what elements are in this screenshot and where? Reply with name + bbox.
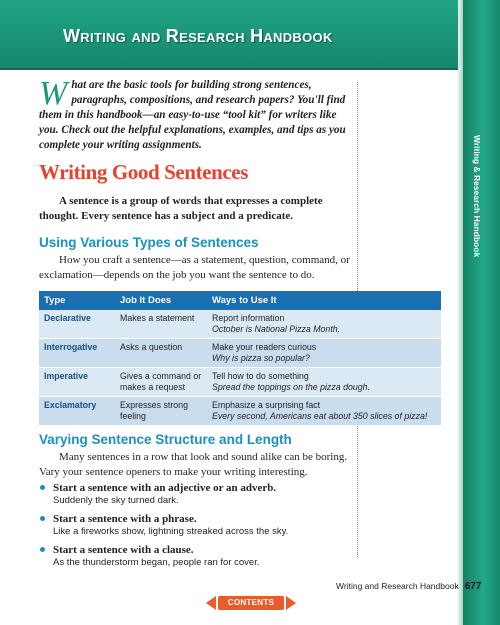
row-type: Declarative (39, 310, 115, 339)
tips-list (39, 481, 359, 574)
types-body: How you craft a sentence—as a statement, question, command, or exclamation—depends on the job you want the sentence to do. (39, 254, 350, 281)
arrow-right-icon[interactable] (286, 596, 296, 610)
use-text: Make your readers curious (212, 342, 317, 352)
section-title: Writing Good Sentences (39, 160, 248, 184)
intro-paragraph (39, 75, 349, 153)
example-text: October is National Pizza Month. (212, 324, 341, 334)
row-job: Gives a command or makes a request (115, 368, 207, 397)
use-text: Emphasize a surprising fact (212, 400, 321, 410)
definition-text: A sentence is a group of words that expresses a complete thought. Every sentence has a subject and a predicate. (39, 195, 323, 222)
tip-title: Start a sentence with a phrase. (53, 513, 197, 525)
header-rule (0, 68, 463, 70)
table-row (39, 397, 441, 426)
intro-text: hat are the basic tools for building strong sentences, paragraphs, compositions, and research papers? You'll find them in this handbook—an easy-to-use “tool kit” for writers like you. Check out the helpful explanations, examples, and tips as you complete your writing assignments. (39, 79, 346, 151)
drop-cap: W (39, 75, 68, 112)
table-row (39, 339, 441, 368)
types-heading: Using Various Types of Sentences (39, 235, 259, 250)
table-header-type: Type (39, 291, 115, 310)
page-footer (336, 581, 481, 592)
side-tab (463, 0, 500, 625)
bullet-icon (40, 547, 45, 552)
varying-heading: Varying Sentence Structure and Length (39, 432, 292, 447)
list-item (39, 512, 359, 538)
row-job: Makes a statement (115, 310, 207, 339)
tip-example: Suddenly the sky turned dark. (53, 495, 179, 506)
example-text: Spread the toppings on the pizza dough. (212, 382, 370, 392)
row-job: Asks a question (115, 339, 207, 368)
row-type: Interrogative (39, 339, 115, 368)
row-use (207, 368, 441, 397)
page-title: Writing and Research Handbook (63, 26, 333, 46)
page-number: 677 (464, 581, 482, 592)
table-header-use: Ways to Use It (207, 291, 441, 310)
bullet-icon (40, 516, 45, 521)
row-use (207, 310, 441, 339)
header-banner (0, 0, 463, 68)
tip-example: As the thunderstorm began, people ran for cover. (53, 557, 260, 568)
row-type: Exclamatory (39, 397, 115, 426)
sentence-types-table (39, 291, 441, 426)
varying-body: Many sentences in a row that look and sound alike can be boring. Vary your sentence openers to make your writing interesting. (39, 451, 348, 478)
tip-title: Start a sentence with an adjective or an adverb. (53, 482, 277, 494)
row-job: Expresses strong feeling (115, 397, 207, 426)
footer-text: Writing and Research Handbook (336, 581, 459, 591)
arrow-left-icon[interactable] (206, 596, 216, 610)
contents-label[interactable]: CONTENTS (218, 596, 284, 610)
use-text: Tell how to do something (212, 371, 309, 381)
side-tab-label: Writing & Research Handbook (472, 135, 482, 258)
table-row (39, 368, 441, 397)
bullet-icon (40, 485, 45, 490)
contents-button[interactable] (206, 596, 296, 610)
tip-title: Start a sentence with a clause. (53, 544, 194, 556)
table-row (39, 310, 441, 339)
example-text: Every second, Americans eat about 350 slices of pizza! (212, 411, 428, 421)
table-header-job: Job It Does (115, 291, 207, 310)
example-text: Why is pizza so popular? (212, 353, 310, 363)
tip-example: Like a fireworks show, lightning streaked across the sky. (53, 526, 289, 537)
use-text: Report information (212, 313, 285, 323)
row-type: Imperative (39, 368, 115, 397)
list-item (39, 481, 359, 507)
row-use (207, 339, 441, 368)
list-item (39, 543, 359, 569)
row-use (207, 397, 441, 426)
